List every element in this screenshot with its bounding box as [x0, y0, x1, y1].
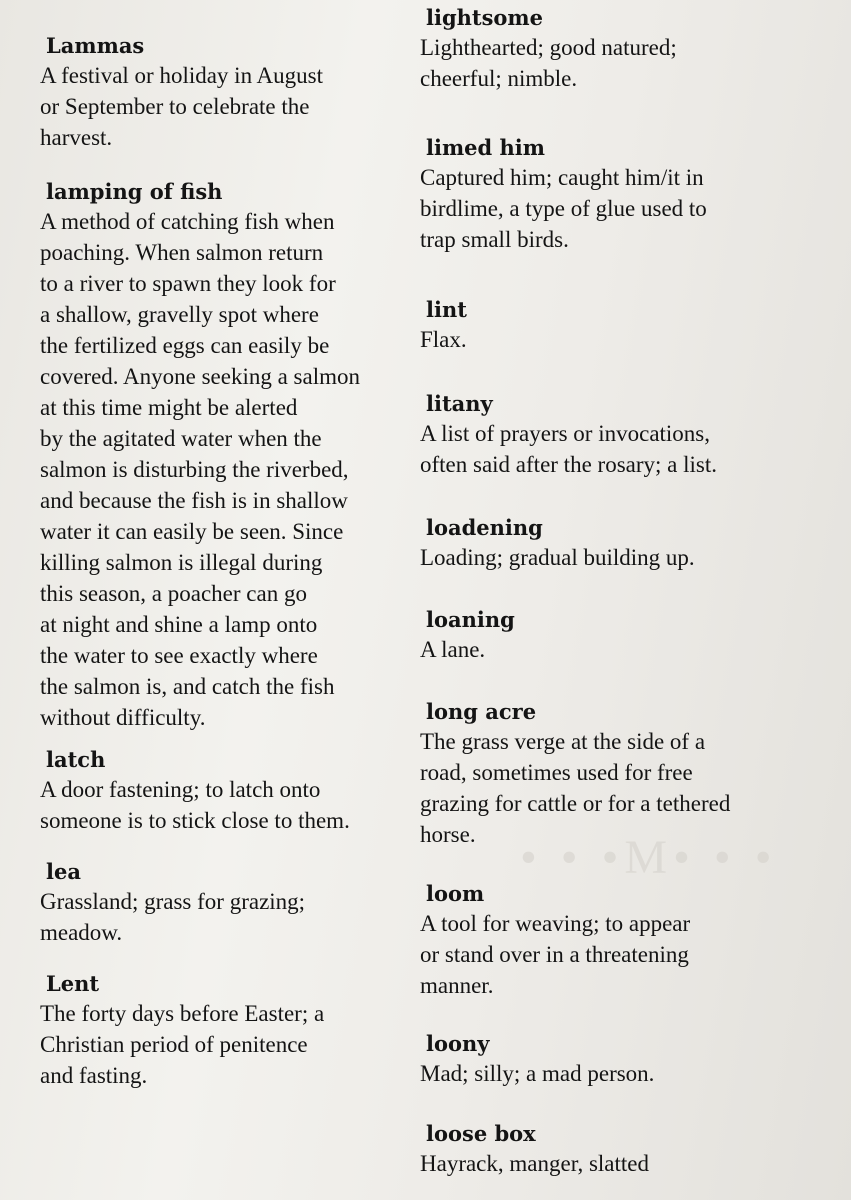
glossary-entry: [40, 746, 420, 836]
entry-term: Lammas: [46, 33, 145, 58]
glossary-entry: [40, 178, 420, 733]
entry-definition: A tool for weaving; to appear or stand over in a threatening manner.: [420, 911, 691, 998]
glossary-entry: [420, 514, 830, 573]
entry-term: loom: [426, 881, 485, 906]
entry-term: limed him: [426, 135, 545, 160]
entry-term: loony: [426, 1031, 490, 1056]
entry-definition: Mad; silly; a mad person.: [420, 1061, 655, 1086]
entry-term: lamping of fish: [46, 179, 223, 204]
entry-definition: The forty days before Easter; a Christian period of penitence and fasting.: [40, 1001, 325, 1088]
entry-term: loadening: [426, 515, 543, 540]
entry-definition: Grassland; grass for grazing; meadow.: [40, 889, 306, 945]
entry-term: lint: [426, 297, 467, 322]
glossary-entry: [420, 880, 830, 1001]
entry-definition: A lane.: [420, 637, 486, 662]
glossary-entry: [40, 32, 420, 153]
glossary-entry: [420, 1030, 830, 1089]
entry-definition: A list of prayers or invocations, often said after the rosary; a list.: [420, 421, 717, 477]
entry-definition: Hayrack, manger, slatted: [420, 1151, 649, 1176]
entry-definition: A method of catching fish when poaching. When salmon return to a river to spawn they look for a shallow, gravelly spot where the fertilized eggs can easily be covered. Anyone seeking a salmon at this time might be alerted by the agitated water when the salmon is disturbing the riverbed, and because the fish is in shallow water it can easily be seen. Since killing salmon is illegal during this season, a poacher can go at night and shine a lamp onto the water to see exactly where the salmon is, and catch the fish without difficulty.: [40, 209, 360, 730]
entry-definition: Flax.: [420, 327, 467, 352]
glossary-entry: [420, 4, 830, 94]
entry-definition: Captured him; caught him/it in birdlime, a type of glue used to trap small birds.: [420, 165, 707, 252]
entry-definition: Lighthearted; good natured; cheerful; nimble.: [420, 35, 677, 91]
entry-term: lightsome: [426, 5, 544, 30]
glossary-entry: [420, 296, 830, 355]
entry-term: long acre: [426, 699, 537, 724]
glossary-entry: [420, 698, 830, 850]
glossary-entry: [420, 134, 830, 255]
glossary-entry: [420, 606, 830, 665]
glossary-entry: [420, 1120, 830, 1179]
entry-definition: A door fastening; to latch onto someone is to stick close to them.: [40, 777, 350, 833]
entry-definition: Loading; gradual building up.: [420, 545, 695, 570]
entry-definition: The grass verge at the side of a road, sometimes used for free grazing for cattle or for a tethered horse.: [420, 729, 731, 847]
glossary-entry: [420, 390, 830, 480]
glossary-entry: [40, 858, 420, 948]
entry-term: Lent: [46, 971, 100, 996]
entry-term: litany: [426, 391, 493, 416]
entry-definition: A festival or holiday in August or September to celebrate the harvest.: [40, 63, 324, 150]
entry-term: lea: [46, 859, 81, 884]
glossary-entry: [40, 970, 420, 1091]
entry-term: latch: [46, 747, 106, 772]
entry-term: loose box: [426, 1121, 536, 1146]
entry-term: loaning: [426, 607, 515, 632]
bleed-through-letter: • • •M• • •: [520, 831, 778, 884]
